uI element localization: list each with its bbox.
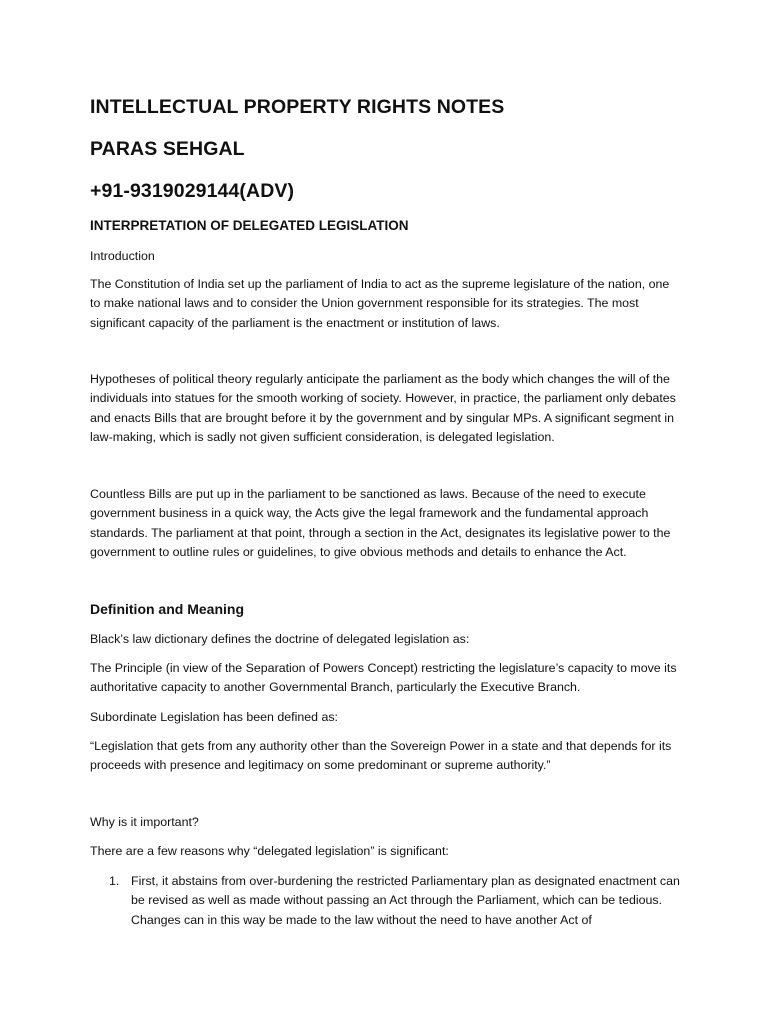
why-important-label: Why is it important? <box>90 815 199 829</box>
paragraph-1: The Constitution of India set up the parliament of India to act as the supreme legislature of the nation, one to make national laws and to consider the Union government responsible for its strategies. The most significant capacity of the parliament is the enactment or institution of laws. <box>90 277 670 330</box>
list-item-text: First, it abstains from over-burdening the restricted Parliamentary plan as designated enactment can be revised as well as made without passing an Act through the Parliament, which can be tedious. Changes can in this way be made to the law without the need to have another Act of <box>131 874 680 927</box>
section-heading: INTERPRETATION OF DELEGATED LEGISLATION <box>90 218 409 233</box>
definition-heading: Definition and Meaning <box>90 601 244 617</box>
document-title: INTELLECTUAL PROPERTY RIGHTS NOTES <box>90 96 505 118</box>
author-name: PARAS SEHGAL <box>90 138 245 160</box>
blacks-law-line: Black’s law dictionary defines the doctrine of delegated legislation as: <box>90 632 470 646</box>
principle-paragraph: The Principle (in view of the Separation of Powers Concept) restricting the legislature’s capacity to move its authoritative capacity to another Governmental Branch, particularly the Executive Branch. <box>90 661 677 695</box>
quote-paragraph: “Legislation that gets from any authority other than the Sovereign Power in a state and that depends for its proceeds with presence and legitimacy on some predominant or supreme authority.” <box>90 739 672 773</box>
paragraph-2: Hypotheses of political theory regularly anticipate the parliament as the body which changes the will of the individuals into statues for the smooth working of society. However, in practice, the parliament only debates and enacts Bills that are brought before it by the government and by singular MPs. A significant segment in law-making, which is sadly not given sufficient consideration, is delegated legislation. <box>90 372 676 444</box>
paragraph-3: Countless Bills are put up in the parliament to be sanctioned as laws. Because of the need to execute government business in a quick way, the Acts give the legal framework and the fundamental approach standards. The parliament at that point, through a section in the Act, designates its legislative power to the government to outline rules or guidelines, to give obvious methods and details to enhance the Act. <box>90 487 671 559</box>
list-item-number: 1. <box>109 874 120 888</box>
subordinate-line: Subordinate Legislation has been defined as: <box>90 710 339 724</box>
intro-label: Introduction <box>90 249 155 263</box>
author-phone: +91-9319029144(ADV) <box>90 180 295 202</box>
reasons-line: There are a few reasons why “delegated legislation” is significant: <box>90 844 449 858</box>
